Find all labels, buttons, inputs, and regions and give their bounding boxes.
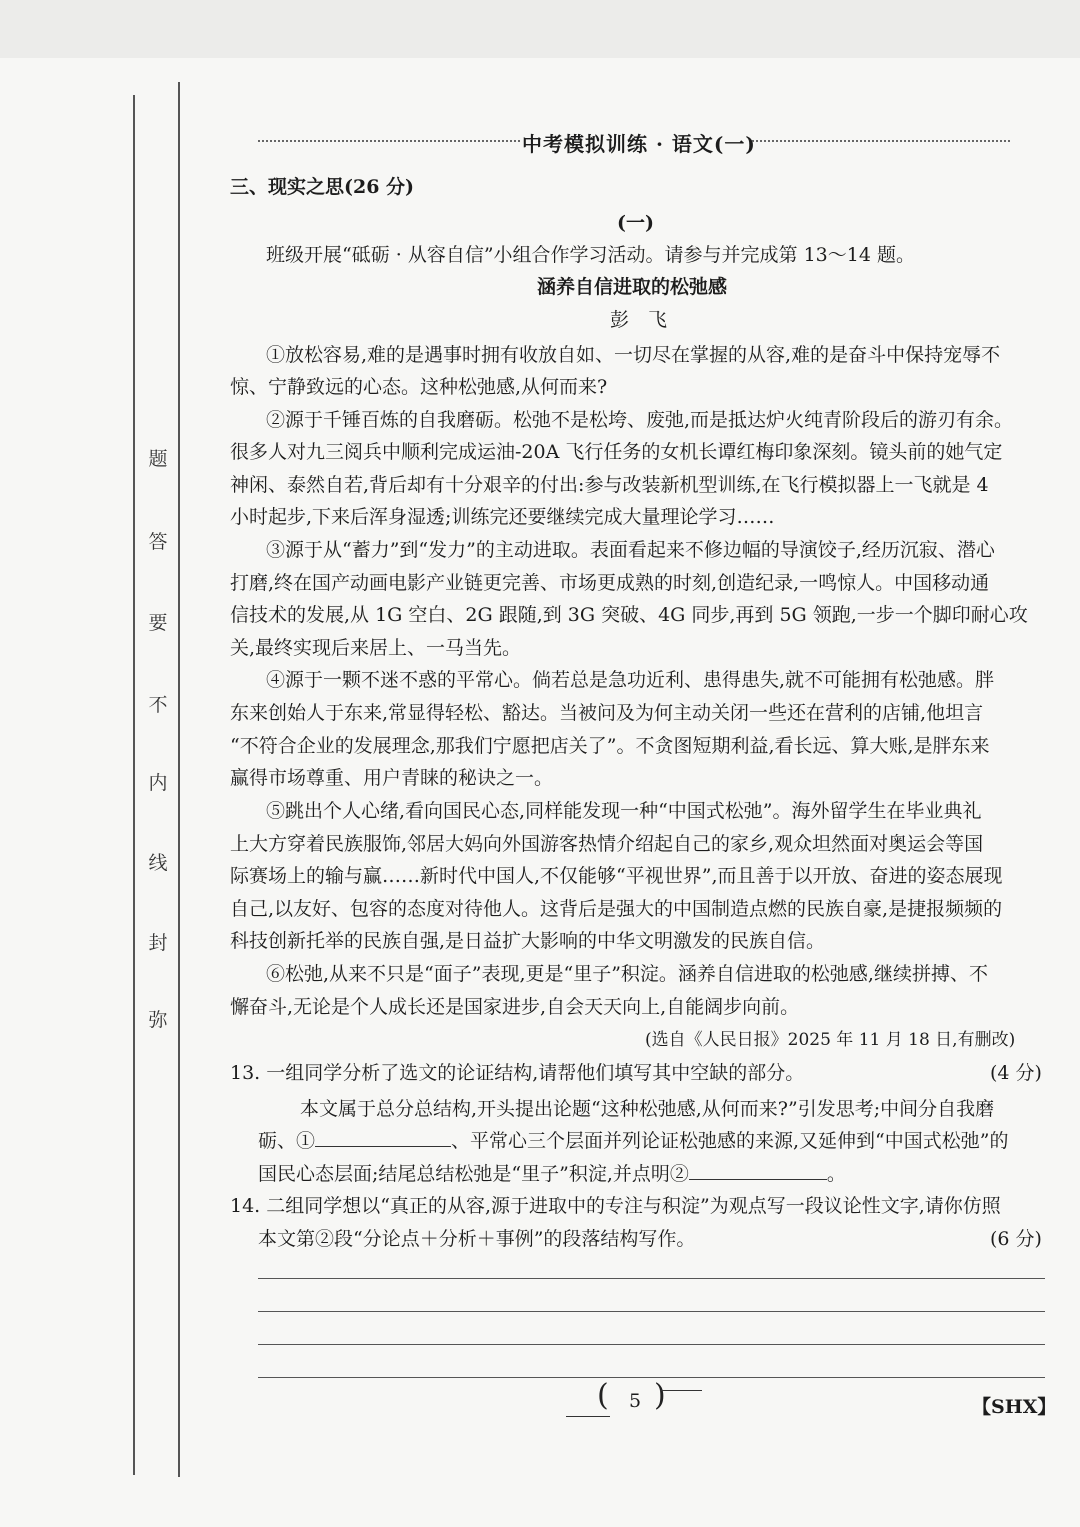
q14-stem-line2: 本文第②段“分论点＋分析＋事例”的段落结构写作。 — [258, 1228, 696, 1250]
answer-line[interactable] — [258, 1344, 1045, 1345]
article-title: 涵养自信进取的松弛感 — [537, 276, 728, 298]
q13-blank-2[interactable] — [689, 1179, 827, 1180]
q13-stem: 13. 一组同学分析了选文的论证结构,请帮他们填写其中空缺的部分。 — [230, 1062, 805, 1084]
article-source: (选自《人民日报》2025 年 11 月 18 日,有删改) — [645, 1030, 1016, 1050]
header-rule-left — [258, 140, 520, 142]
exam-code: 【SHX】 — [972, 1396, 1057, 1418]
header-rule-right — [752, 140, 1010, 142]
side-binding-char: 弥 — [148, 1009, 168, 1031]
side-binding-char: 封 — [148, 932, 168, 954]
binding-line-left — [133, 95, 135, 1475]
article-line: 际赛场上的输与赢……新时代中国人,不仅能够“平视世界”,而且善于以开放、奋进的姿态展现 — [230, 865, 1003, 887]
q13-line3 — [258, 1159, 846, 1186]
article-line: 关,最终实现后来居上、一马当先。 — [230, 637, 522, 659]
q13-line2-part-a: 砺、① — [258, 1130, 316, 1152]
article-line: ⑥松弛,从来不只是“面子”表现,更是“里子”积淀。涵养自信进取的松弛感,继续拼搏、不 — [266, 963, 988, 985]
answer-line[interactable] — [258, 1311, 1045, 1312]
q13-line2-part-b: 、平常心三个层面并列论证松弛感的来源,又延伸到“中国式松弛”的 — [451, 1130, 1009, 1152]
article-line: 打磨,终在国产动画电影产业链更完善、市场更成熟的时刻,创造纪录,一鸣惊人。中国移动通 — [230, 572, 990, 594]
answer-line[interactable] — [258, 1278, 1045, 1279]
article-line: 自己,以友好、包容的态度对待他人。这背后是强大的中国制造点燃的民族自豪,是捷报频频的 — [230, 898, 1003, 920]
q13-line3-part-a: 国民心态层面;结尾总结松弛是“里子”积淀,并点明② — [258, 1163, 689, 1185]
article-line: 东来创始人于东来,常显得轻松、豁达。当被问及为何主动关闭一些还在营利的店铺,他坦言 — [230, 702, 984, 724]
q14-score: (6 分) — [990, 1228, 1042, 1250]
article-line: 神闲、泰然自若,背后却有十分艰辛的付出:参与改装新机型训练,在飞行模拟器上一飞就是 4 — [230, 474, 989, 496]
article-line: ⑤跳出个人心绪,看向国民心态,同样能发现一种“中国式松弛”。海外留学生在毕业典礼 — [266, 800, 982, 822]
section-title: 三、现实之思(26 分) — [230, 176, 415, 198]
article-line: 小时起步,下来后浑身湿透;训练完还要继续完成大量理论学习…… — [230, 506, 775, 528]
side-binding-char: 要 — [148, 612, 168, 634]
article-line: 上大方穿着民族服饰,邻居大妈向外国游客热情介绍起自己的家乡,观众坦然面对奥运会等国 — [230, 833, 984, 855]
side-binding-char: 内 — [148, 772, 168, 794]
article-line: 懈奋斗,无论是个人成长还是国家进步,自会天天向上,自能阔步向前。 — [230, 996, 800, 1018]
activity-intro: 班级开展“砥砺 · 从容自信”小组合作学习活动。请参与并完成第 13～14 题。 — [266, 244, 915, 266]
article-line: “不符合企业的发展理念,那我们宁愿把店关了”。不贪图短期利益,看长远、算大账,是胖东来 — [230, 735, 990, 757]
side-binding-char: 题 — [148, 448, 168, 470]
top-margin-band — [0, 0, 1080, 59]
q13-line3-part-b: 。 — [826, 1163, 846, 1185]
binding-line-right — [178, 82, 180, 1477]
q13-line2 — [258, 1126, 1008, 1153]
page-number-overline — [660, 1390, 702, 1391]
side-binding-char: 线 — [148, 852, 168, 874]
article-line: 赢得市场尊重、用户青睐的秘诀之一。 — [230, 767, 554, 789]
article-line: 科技创新托举的民族自强,是日益扩大影响的中华文明激发的民族自信。 — [230, 930, 826, 952]
page-number: 5 — [628, 1390, 642, 1412]
page-number-underline — [566, 1416, 610, 1417]
q13-line1: 本文属于总分总结构,开头提出论题“这种松弛感,从何而来?”引发思考;中间分自我磨 — [300, 1098, 995, 1120]
article-line: ④源于一颗不迷不惑的平常心。倘若总是急功近利、患得患失,就不可能拥有松弛感。胖 — [266, 669, 995, 691]
article-line: ②源于千锤百炼的自我磨砺。松弛不是松垮、废弛,而是抵达炉火纯青阶段后的游刃有余。 — [266, 409, 1014, 431]
side-binding-char: 答 — [148, 531, 168, 553]
q13-score: (4 分) — [990, 1062, 1042, 1084]
answer-line[interactable] — [258, 1377, 1045, 1378]
page-bracket-right: ) — [654, 1378, 666, 1413]
article-line: 很多人对九三阅兵中顺利完成运油-20A 飞行任务的女机长谭红梅印象深刻。镜头前的她气定 — [230, 441, 1003, 463]
section-subtitle: (一) — [617, 212, 654, 234]
q14-stem-line1: 14. 二组同学想以“真正的从容,源于进取中的专注与积淀”为观点写一段议论性文字,请你仿照 — [230, 1195, 1001, 1217]
q13-blank-1[interactable] — [315, 1146, 451, 1147]
page-header-title: 中考模拟训练 · 语文(一) — [522, 132, 756, 156]
page-bracket-left: ( — [597, 1378, 609, 1413]
article-line: ③源于从“蓄力”到“发力”的主动进取。表面看起来不修边幅的导演饺子,经历沉寂、潜心 — [266, 539, 995, 561]
article-author: 彭 飞 — [610, 309, 668, 331]
article-line: ①放松容易,难的是遇事时拥有收放自如、一切尽在掌握的从容,难的是奋斗中保持宠辱不 — [266, 344, 1001, 366]
article-line: 信技术的发展,从 1G 空白、2G 跟随,到 3G 突破、4G 同步,再到 5G 领跑,一步一个脚印耐心攻 — [230, 604, 1028, 626]
side-binding-char: 不 — [148, 694, 168, 716]
article-line: 惊、宁静致远的心态。这种松弛感,从何而来? — [230, 376, 608, 398]
